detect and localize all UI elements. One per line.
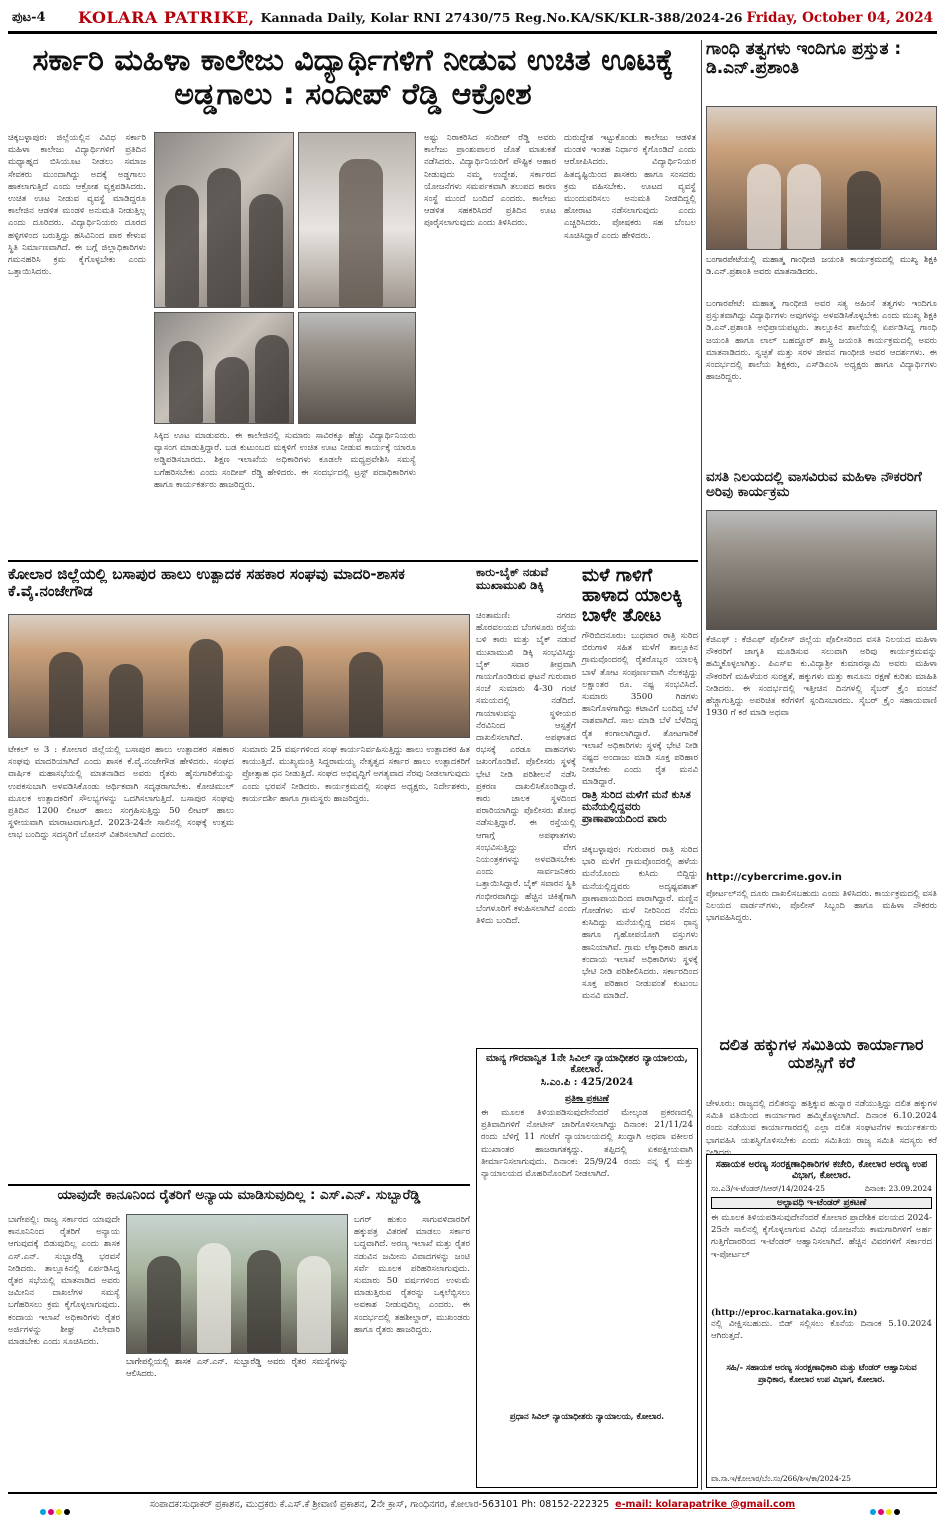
notice-forest-ref-row [711,1184,932,1194]
notice-forest-ref: ಸಂ.ಎ3/ಇ-ಟೆಂಡರ್/ಸಿಆರ್/14/2024-25 [711,1184,825,1193]
notice-court-body: ಈ ಮೂಲಕ ತಿಳಿಯಪಡಿಸುವುದೇನೆಂದರೆ ಮೇಲ್ಕಂಡ ಪ್ರಕರಣದಲ್ಲಿ ಪ್ರತಿವಾದಿಗಳಿಗೆ ನೋಟೀಸ್ ಜಾರಿಗೊಳಿಸಲಾಗಿದ್ದು ದಿನಾಂಕ: 21/11/24 ರಂದು ಬೆಳಿಗ್ಗೆ 11 ಗಂಟೆಗೆ ನ್ಯಾಯಾಲಯದಲ್ಲಿ ಖುದ್ದಾಗಿ ಅಥವಾ ವಕೀಲರ ಮುಖಾಂತರ ಹಾಜರಾಗತಕ್ಕದ್ದು. ತಪ್ಪಿದಲ್ಲಿ ಏಕಪಕ್ಷೀಯವಾಗಿ ತೀರ್ಮಾನಿಸಲಾಗುವುದು. ದಿನಾಂಕ: 25/9/24 ರಂದು ನನ್ನ ಕೈ ಮತ್ತು ನ್ಯಾಯಾಲಯದ ಮೊಹರಿನೊಂದಿಗೆ ನೀಡಲಾಗಿದೆ. [481,1108,693,1180]
story-dairy-col1: ಟೇಕಲ್ ಅ 3 : ಕೋಲಾರ ಜಿಲ್ಲೆಯಲ್ಲಿ ಬಸಾಪುರ ಹಾಲು ಉತ್ಪಾದಕರ ಸಹಕಾರ ಸಂಘವು ಮಾದರಿಯಾಗಿದೆ ಎಂದು ಶಾಸಕ ಕೆ.ವೈ.ನಂಜೇಗೌಡ ಹೇಳಿದರು. ಸಂಘದ ವಾರ್ಷಿಕ ಮಹಾಸಭೆಯಲ್ಲಿ ಮಾತನಾಡಿದ ಅವರು ರೈತರು ಹೈನುಗಾರಿಕೆಯನ್ನು ಉಪಕಸುಬಾಗಿ ಅಳವಡಿಸಿಕೊಂಡು ಆರ್ಥಿಕವಾಗಿ ಸದೃಢರಾಗಬೇಕು. ಕೋಚಿಮುಲ್ ಮೂಲಕ ಉತ್ಪಾದಕರಿಗೆ ಸೌಲಭ್ಯಗಳನ್ನು ಒದಗಿಸಲಾಗುತ್ತಿದೆ. ಬಸಾಪುರ ಸಂಘವು ಪ್ರತಿದಿನ 1200 ಲೀಟರ್ ಹಾಲು ಸಂಗ್ರಹಿಸುತ್ತಿದ್ದು 50 ಲೀಟರ್ ಹಾಲು ಸ್ಥಳೀಯವಾಗಿ ಮಾರಾಟವಾಗುತ್ತಿದೆ. 2023-24ನೇ ಸಾಲಿನಲ್ಲಿ ಸಂಘಕ್ಕೆ ಉತ್ತಮ ಲಾಭ ಬಂದಿದ್ದು ಸದಸ್ಯರಿಗೆ ಬೋನಸ್ ವಿತರಿಸಲಾಗಿದೆ ಎಂದರು. [8,745,234,841]
notice-forest-subtitle: ಅಲ್ಪಾವಧಿ ಇ-ಟೆಂಡರ್ ಪ್ರಕಟಣೆ [711,1197,932,1209]
issue-date: Friday, October 04, 2024 [746,9,933,26]
footer-email[interactable]: e-mail: kolarapatrike @gmail.com [615,1498,796,1510]
story-gandhi-body: ಬಂಗಾರಪೇಟೆ: ಮಹಾತ್ಮ ಗಾಂಧೀಜಿ ಅವರ ಸತ್ಯ ಅಹಿಂಸೆ ತತ್ವಗಳು ಇಂದಿಗೂ ಪ್ರಸ್ತುತವಾಗಿದ್ದು ವಿದ್ಯಾರ್ಥಿಗಳು ಅವುಗಳನ್ನು ಅಳವಡಿಸಿಕೊಳ್ಳಬೇಕು ಎಂದು ಮುಖ್ಯ ಶಿಕ್ಷಕಿ ಡಿ.ಎನ್.ಪ್ರಶಾಂತಿ ಅಭಿಪ್ರಾಯಪಟ್ಟರು. ತಾಲ್ಲೂಕಿನ ಶಾಲೆಯಲ್ಲಿ ಏರ್ಪಡಿಸಿದ್ದ ಗಾಂಧಿ ಜಯಂತಿ ಹಾಗೂ ಲಾಲ್ ಬಹದ್ದೂರ್ ಶಾಸ್ತ್ರಿ ಜಯಂತಿ ಕಾರ್ಯಕ್ರಮದಲ್ಲಿ ಅವರು ಮಾತನಾಡಿದರು. ಸ್ವಚ್ಛತೆ ಮತ್ತು ಸರಳ ಜೀವನ ಗಾಂಧೀಜಿ ಅವರ ಆದರ್ಶಗಳು. ಈ ಸಂದರ್ಭದಲ್ಲಿ ಶಾಲೆಯ ಶಿಕ್ಷಕರು, ಎಸ್‌ಡಿಎಂಸಿ ಅಧ್ಯಕ್ಷರು ಹಾಗೂ ವಿದ್ಯಾರ್ಥಿಗಳು ಹಾಜರಿದ್ದರು. [706,299,937,383]
story-dairy-col2: ಸುಮಾರು 25 ವರ್ಷಗಳಿಂದ ಸಂಘ ಕಾರ್ಯನಿರ್ವಹಿಸುತ್ತಿದ್ದು ಹಾಲು ಉತ್ಪಾದಕರ ಹಿತ ಕಾಯುತ್ತಿದೆ. ಮುಖ್ಯಮಂತ್ರಿ ಸಿದ್ದರಾಮಯ್ಯ ನೇತೃತ್ವದ ಸರ್ಕಾರ ಹಾಲು ಉತ್ಪಾದಕರಿಗೆ ಪ್ರೋತ್ಸಾಹ ಧನ ನೀಡುತ್ತಿದೆ. ಸಂಘದ ಅಭಿವೃದ್ಧಿಗೆ ಅಗತ್ಯವಾದ ನೆರವು ನೀಡಲಾಗುವುದು ಎಂದು ಭರವಸೆ ನೀಡಿದರು. ಕಾರ್ಯಕ್ರಮದಲ್ಲಿ ಸಂಘದ ಅಧ್ಯಕ್ಷರು, ನಿರ್ದೇಶಕರು, ಕಾರ್ಯದರ್ಶಿ ಹಾಗೂ ಗ್ರಾಮಸ್ಥರು ಹಾಜರಿದ್ದರು. [242,745,470,804]
story-college-lunch-headline: ಸರ್ಕಾರಿ ಮಹಿಳಾ ಕಾಲೇಜು ವಿದ್ಯಾರ್ಥಿಗಳಿಗೆ ನೀಡುವ ಉಚಿತ ಊಟಕ್ಕೆ ಅಡ್ಡಗಾಲು : ಸಂದೀಪ್ ರೆಡ್ಡಿ ಆಕ್ರೋಶ [32,43,674,112]
newspaper-name: KOLARA PATRIKE, [78,8,255,27]
notice-forest-sign: ಸಹಿ/- ಸಹಾಯಕ ಅರಣ್ಯ ಸಂರಕ್ಷಣಾಧಿಕಾರಿ ಮತ್ತು ಟೆಂಡರ್ ಆಹ್ವಾನಿಸುವ ಪ್ರಾಧಿಕಾರ, ಕೋಲಾರ ಉಪ ವಿಭಾಗ, ಕೋಲಾರ. [726,1362,917,1384]
notice-court-sign: ಪ್ರಧಾನ ಸಿವಿಲ್ ನ್ಯಾಯಾಧೀಶರು ನ್ಯಾಯಾಲಯ, ಕೋಲಾರ. [509,1411,665,1421]
notice-court [476,1048,698,1488]
notice-court-title: ಮಾನ್ಯ ಗೌರವಾನ್ವಿತ 1ನೇ ಸಿವಿಲ್ ನ್ಯಾಯಾಧೀಶರ ನ್ಯಾಯಾಲಯ, ಕೋಲಾರ. [486,1053,688,1075]
notice-forest-tender [706,1154,937,1488]
notice-forest-date: ದಿನಾಂಕ: 23.09.2024 [864,1184,932,1193]
story-farmers-caption: ಬಾಗೇಪಲ್ಲಿಯಲ್ಲಿ ಶಾಸಕ ಎಸ್.ಎನ್. ಸುಬ್ಬಾರೆಡ್ಡಿ ಅವರು ರೈತರ ಸಮಸ್ಯೆಗಳನ್ನು ಆಲಿಸಿದರು. [126,1356,348,1378]
story-hostel-awareness [706,470,937,1024]
story-hostel-body: ಕೆಜಿಎಫ್ : ಕೆಜಿಎಫ್ ಪೊಲೀಸ್ ಜಿಲ್ಲೆಯ ಪೊಲೀಸರಿಂದ ವಸತಿ ನಿಲಯದ ಮಹಿಳಾ ನೌಕರರಿಗೆ ಜಾಗೃತಿ ಮೂಡಿಸುವ ಸಲುವಾಗಿ ಅರಿವು ಕಾರ್ಯಕ್ರಮವನ್ನು ಹಮ್ಮಿಕೊಳ್ಳಲಾಗಿತ್ತು. ಪಿಎಸ್ಐ ಕು.ವಿದ್ಯಾಶ್ರೀ ಕುಮಾರಸ್ವಾಮಿ ಅವರು ಮಹಿಳಾ ನೌಕರರಿಗೆ ಮಹಿಳೆಯರ ಸುರಕ್ಷತೆ, ಹಕ್ಕುಗಳು ಮತ್ತು ಕಾನೂನು ರಕ್ಷಣೆ ಕುರಿತು ಮಾಹಿತಿ ನೀಡಿದರು. ಈ ಸಂದರ್ಭದಲ್ಲಿ ಇತ್ತೀಚಿನ ದಿನಗಳಲ್ಲಿ ಸೈಬರ್ ಕ್ರೈಂ ವಂಚನೆ ಹೆಚ್ಚಾಗುತ್ತಿದ್ದು ಅಪರಿಚಿತ ಕರೆಗಳಿಗೆ ಸ್ಪಂದಿಸಬಾರದು. ಸೈಬರ್ ಕ್ರೈಂ ಸಹಾಯವಾಣಿ 1930 ಗೆ ಕರೆ ಮಾಡಿ ಅಥವಾ [706,635,937,719]
eproc-link[interactable]: (http://eproc.karnataka.gov.in) [711,1308,858,1318]
notice-court-subtitle: ಪ್ರತಿಕಾ ಪ್ರಕಟಣೆ [565,1094,609,1104]
story-college-lunch-col1: ಚಿಕ್ಕಬಳ್ಳಾಪುರ: ಜಿಲ್ಲೆಯಲ್ಲಿನ ವಿವಿಧ ಸರ್ಕಾರಿ ಮಹಿಳಾ ಕಾಲೇಜು ವಿದ್ಯಾರ್ಥಿಗಳಿಗೆ ಪ್ರತಿದಿನ ಮಧ್ಯಾಹ್ನದ ಬಿಸಿಯೂಟ ನೀಡಲು ಸಮಾಜ ಸೇವಕರು ಮುಂದಾಗಿದ್ದು ಅದಕ್ಕೆ ಅಡ್ಡಗಾಲು ಹಾಕಲಾಗುತ್ತಿದೆ ಎಂದು ಆಕ್ರೋಶ ವ್ಯಕ್ತಪಡಿಸಿದರು. ಉಚಿತ ಊಟ ನೀಡುವ ವ್ಯವಸ್ಥೆ ಮಾಡಿದ್ದರೂ ಕಾಲೇಜಿನ ಆಡಳಿತ ಮಂಡಳಿ ಅನುಮತಿ ನೀಡುತ್ತಿಲ್ಲ ಎಂದು ದೂರಿದರು. ವಿದ್ಯಾರ್ಥಿನಿಯರು ದೂರದ ಹಳ್ಳಿಗಳಿಂದ ಬರುತ್ತಿದ್ದು ಹಸಿವಿನಿಂದ ಪಾಠ ಕೇಳುವ ಸ್ಥಿತಿ ನಿರ್ಮಾಣವಾಗಿದೆ. ಈ ಬಗ್ಗೆ ಜಿಲ್ಲಾಧಿಕಾರಿಗಳು ಗಮನಹರಿಸಿ ಕ್ರಮ ಕೈಗೊಳ್ಳಬೇಕು ಎಂದು ಒತ್ತಾಯಿಸಿದರು. [8,133,146,278]
story-farmers-col2: ಬಗರ್ ಹುಕುಂ ಸಾಗುವಳಿದಾರರಿಗೆ ಹಕ್ಕುಪತ್ರ ವಿತರಣೆ ಮಾಡಲು ಸರ್ಕಾರ ಬದ್ಧವಾಗಿದೆ. ಅರಣ್ಯ ಇಲಾಖೆ ಮತ್ತು ರೈತರ ನಡುವಿನ ಜಮೀನು ವಿವಾದಗಳನ್ನು ಜಂಟಿ ಸರ್ವೆ ಮೂಲಕ ಪರಿಹರಿಸಲಾಗುವುದು. ಸುಮಾರು 50 ವರ್ಷಗಳಿಂದ ಉಳುಮೆ ಮಾಡುತ್ತಿರುವ ರೈತರನ್ನು ಒಕ್ಕಲೆಬ್ಬಿಸಲು ಅವಕಾಶ ನೀಡುವುದಿಲ್ಲ ಎಂದರು. ಈ ಸಂದರ್ಭದಲ್ಲಿ ತಹಶೀಲ್ದಾರ್, ಮುಖಂಡರು ಹಾಗೂ ರೈತರು ಹಾಜರಿದ್ದರು. [354,1215,470,1335]
story-college-lunch-photo-meeting [154,312,294,424]
registration-marks-left [40,1509,70,1515]
story-farmers-col1: ಬಾಗೇಪಲ್ಲಿ: ರಾಜ್ಯ ಸರ್ಕಾರದ ಯಾವುದೇ ಕಾನೂನಿನಿಂದ ರೈತರಿಗೆ ಅನ್ಯಾಯ ಆಗುವುದಕ್ಕೆ ಬಿಡುವುದಿಲ್ಲ ಎಂದು ಶಾಸಕ ಎಸ್.ಎನ್. ಸುಬ್ಬಾರೆಡ್ಡಿ ಭರವಸೆ ನೀಡಿದರು. ತಾಲ್ಲೂಕಿನಲ್ಲಿ ಏರ್ಪಡಿಸಿದ್ದ ರೈತರ ಸಭೆಯಲ್ಲಿ ಮಾತನಾಡಿದ ಅವರು ಜಮೀನಿನ ದಾಖಲೆಗಳ ಸಮಸ್ಯೆ ಬಗೆಹರಿಸಲು ಕ್ರಮ ಕೈಗೊಳ್ಳಲಾಗುವುದು. ಕಂದಾಯ ಇಲಾಖೆ ಅಧಿಕಾರಿಗಳು ರೈತರ ಅರ್ಜಿಗಳನ್ನು ಶೀಘ್ರ ವಿಲೇವಾರಿ ಮಾಡಬೇಕು ಎಂದು ಸೂಚಿಸಿದರು. [8,1215,120,1348]
newspaper-registration: Kannada Daily, Kolar RNI 27430/75 Reg.No.KA/SK/KLR-388/2024-26 [260,10,743,25]
story-gandhi-caption: ಬಂಗಾರಪೇಟೆಯಲ್ಲಿ ಮಹಾತ್ಮ ಗಾಂಧೀಜಿ ಜಯಂತಿ ಕಾರ್ಯಕ್ರಮದಲ್ಲಿ ಮುಖ್ಯ ಶಿಕ್ಷಕಿ ಡಿ.ಎನ್.ಪ್ರಶಾಂತಿ ಅವರು ಮಾತನಾಡಿದರು. [706,254,937,276]
notice-forest-title: ಸಹಾಯಕ ಅರಣ್ಯ ಸಂರಕ್ಷಣಾಧಿಕಾರಿಗಳ ಕಚೇರಿ, ಕೋಲಾರ ಅರಣ್ಯ ಉಪ ವಿಭಾಗ, ಕೋಲಾರ. [715,1159,928,1181]
story-dalit-body: ಚೇಳೂರು: ರಾಜ್ಯದಲ್ಲಿ ದಲಿತರನ್ನು ಹತ್ತಿಕ್ಕುವ ಹುನ್ನಾರ ನಡೆಯುತ್ತಿದ್ದು ದಲಿತ ಹಕ್ಕುಗಳ ಸಮಿತಿ ವತಿಯಿಂದ ಕಾರ್ಯಾಗಾರ ಹಮ್ಮಿಕೊಳ್ಳಲಾಗಿದೆ. ದಿನಾಂಕ 6.10.2024 ರಂದು ನಡೆಯುವ ಕಾರ್ಯಾಗಾರದಲ್ಲಿ ಎಲ್ಲಾ ದಲಿತ ಸಂಘಟನೆಗಳ ಕಾರ್ಯಕರ್ತರು ಭಾಗವಹಿಸಿ ಯಶಸ್ವಿಗೊಳಿಸಬೇಕು ಎಂದು ಸಮಿತಿಯ ರಾಜ್ಯ ಸಮಿತಿ ಸದಸ್ಯರು ಕರೆ ನೀಡಿದರು. [706,1099,937,1158]
story-college-lunch-photo-group [154,132,294,308]
story-farmers [8,1188,470,1488]
footer-publisher: ಸಂಪಾದಕ:ಸುಧಾಕರ್ ಪ್ರಕಾಶನ, ಮುದ್ರಕರು ಕೆ.ಎಸ್.ಕೆ ಶ್ರೀವಾಣಿ ಪ್ರಕಾಶನ, 2ನೇ ಕ್ರಾಸ್, ಗಾಂಧಿನಗರ, ಕೋಲಾರ-563101 Ph: 08152-222325 [149,1498,610,1510]
story-banana-headline: ಮಳೆ ಗಾಳಿಗೆ ಹಾಳಾದ ಯಾಲಕ್ಕಿ ಬಾಳೇ ತೋಟ [582,565,683,627]
story-college-lunch [8,40,698,570]
story-dalit-headline: ದಲಿತ ಹಕ್ಕುಗಳ ಸಮಿತಿಯ ಕಾರ್ಯಾಗಾರ ಯಶಸ್ಸಿಗೆ ಕರೆ [719,1035,924,1072]
story-gandhi-headline: ಗಾಂಧಿ ತತ್ವಗಳು ಇಂದಿಗೂ ಪ್ರಸ್ತುತ : ಡಿ.ಎನ್.ಪ್ರಶಾಂತಿ [706,39,902,79]
section-divider [8,560,698,562]
notice-forest-body2: ನಲ್ಲಿ ವೀಕ್ಷಿಸಬಹುದು. ಬಿಡ್ ಸಲ್ಲಿಸಲು ಕೊನೆಯ ದಿನಾಂಕ 5.10.2024 ಆಗಿರುತ್ತದೆ. [711,1319,932,1342]
story-house-headline: ರಾತ್ರಿ ಸುರಿದ ಮಳೆಗೆ ಮನೆ ಕುಸಿತ ಮನೆಯಲ್ಲಿದ್ದವರು ಪ್ರಾಣಾಪಾಯದಿಂದ ಪಾರು [582,789,691,825]
page-footer [8,1492,937,1514]
registration-marks-right [870,1509,900,1515]
story-dairy-headline: ಕೋಲಾರ ಜಿಲ್ಲೆಯಲ್ಲಿ ಬಸಾಪುರ ಹಾಲು ಉತ್ಪಾದಕ ಸಹಕಾರ ಸಂಘವು ಮಾದರಿ-ಶಾಸಕ ಕೆ.ವೈ.ನಂಜೇಗೌಡ [8,565,405,600]
story-farmers-headline: ಯಾವುದೇ ಕಾನೂನಿಂದ ರೈತರಿಗೆ ಅನ್ಯಾಯ ಮಾಡಿಸುವುದಿಲ್ಲ : ಎಸ್.ಎನ್. ಸುಬ್ಬಾರೆಡ್ಡಿ [57,1187,421,1203]
notice-forest-body: ಈ ಮೂಲಕ ತಿಳಿಯಪಡಿಸುವುದೇನೆಂದರೆ ಕೋಲಾರ ಪ್ರಾದೇಶಿಕ ವಲಯದ 2024-25ನೇ ಸಾಲಿನಲ್ಲಿ ಕೈಗೊಳ್ಳಲಾಗುವ ವಿವಿಧ ಯೋಜನೆಯ ಕಾಮಗಾರಿಗಳಿಗೆ ಅರ್ಹ ಗುತ್ತಿಗೆದಾರರಿಂದ ಇ-ಟೆಂಡರ್ ಆಹ್ವಾನಿಸಲಾಗಿದೆ. ಹೆಚ್ಚಿನ ವಿವರಗಳಿಗೆ ಸರ್ಕಾರದ ಇ-ಪೋರ್ಟಲ್ [711,1213,932,1260]
story-college-lunch-col2: ಸಿಕ್ಕಿದ ಊಟ ಮಾಡುವರು. ಈ ಕಾಲೇಜಿನಲ್ಲಿ ಸುಮಾರು ಸಾವಿರಕ್ಕೂ ಹೆಚ್ಚು ವಿದ್ಯಾರ್ಥಿನಿಯರು ವ್ಯಾಸಂಗ ಮಾಡುತ್ತಿದ್ದಾರೆ. ಬಡ ಕುಟುಂಬದ ಮಕ್ಕಳಿಗೆ ಉಚಿತ ಊಟ ನೀಡುವ ಕಾರ್ಯಕ್ಕೆ ಯಾರೂ ಅಡ್ಡಿಪಡಿಸಬಾರದು. ಶಿಕ್ಷಣ ಇಲಾಖೆಯ ಅಧಿಕಾರಿಗಳು ಕೂಡಲೇ ಮಧ್ಯಪ್ರವೇಶಿಸಿ ಸಮಸ್ಯೆ ಬಗೆಹರಿಸಬೇಕು ಎಂದು ಸಂದೀಪ್ ರೆಡ್ಡಿ ಹೇಳಿದರು. ಈ ಸಂದರ್ಭದಲ್ಲಿ ಟ್ರಸ್ಟ್ ಪದಾಧಿಕಾರಿಗಳು ಹಾಗೂ ಕಾರ್ಯಕರ್ತರು ಹಾಜರಿದ್ದರು. [154,431,416,490]
story-hostel-body2: ಪೋರ್ಟಲ್‌ನಲ್ಲಿ ದೂರು ದಾಖಲಿಸಬಹುದು ಎಂದು ತಿಳಿಸಿದರು. ಕಾರ್ಯಕ್ರಮದಲ್ಲಿ ವಸತಿ ನಿಲಯದ ವಾರ್ಡನ್‌ಗಳು, ಪೊಲೀಸ್ ಸಿಬ್ಬಂದಿ ಹಾಗೂ ಮಹಿಳಾ ನೌಕರರು ಭಾಗವಹಿಸಿದ್ದರು. [706,889,937,924]
story-gandhi [706,40,937,458]
story-accident-headline: ಕಾರು-ಬೈಕ್ ನಡುವೆ ಮುಖಾಮುಖಿ ಡಿಕ್ಕಿ [476,565,549,592]
story-college-lunch-col4: ದುರುದ್ದೇಶ ಇಟ್ಟುಕೊಂಡು ಕಾಲೇಜು ಆಡಳಿತ ಮಂಡಳಿ ಇಂತಹ ನಿರ್ಧಾರ ಕೈಗೊಂಡಿದೆ ಎಂದು ಆರೋಪಿಸಿದರು. ವಿದ್ಯಾರ್ಥಿನಿಯರ ಹಿತದೃಷ್ಟಿಯಿಂದ ಶಾಸಕರು ಹಾಗೂ ಸಂಸದರು ಕ್ರಮ ವಹಿಸಬೇಕು. ಊಟದ ವ್ಯವಸ್ಥೆ ಮುಂದುವರಿಸಲು ಅನುಮತಿ ನೀಡದಿದ್ದಲ್ಲಿ ಹೋರಾಟ ನಡೆಸಲಾಗುವುದು ಎಂದು ಎಚ್ಚರಿಸಿದರು. ಪೋಷಕರು ಸಹ ಬೆಂಬಲ ಸೂಚಿಸಿದ್ದಾರೆ ಎಂದು ಹೇಳಿದರು. [564,133,696,241]
story-house-body: ಚಿಕ್ಕಬಳ್ಳಾಪುರ: ಗುರುವಾರ ರಾತ್ರಿ ಸುರಿದ ಭಾರಿ ಮಳೆಗೆ ಗ್ರಾಮವೊಂದರಲ್ಲಿ ಹಳೆಯ ಮನೆಯೊಂದು ಕುಸಿದು ಬಿದ್ದಿದ್ದು ಮನೆಯಲ್ಲಿದ್ದವರು ಅದೃಷ್ಟವಶಾತ್ ಪ್ರಾಣಾಪಾಯದಿಂದ ಪಾರಾಗಿದ್ದಾರೆ. ಮಣ್ಣಿನ ಗೋಡೆಗಳು ಮಳೆ ನೀರಿನಿಂದ ನೆನೆದು ಕುಸಿದಿದ್ದು ಮನೆಯಲ್ಲಿದ್ದ ದವಸ ಧಾನ್ಯ ಹಾಗೂ ಗೃಹೋಪಯೋಗಿ ವಸ್ತುಗಳು ಹಾನಿಯಾಗಿವೆ. ಗ್ರಾಮ ಲೆಕ್ಕಾಧಿಕಾರಿ ಹಾಗೂ ಕಂದಾಯ ಇಲಾಖೆ ಅಧಿಕಾರಿಗಳು ಸ್ಥಳಕ್ಕೆ ಭೇಟಿ ನೀಡಿ ಪರಿಶೀಲಿಸಿದರು. ಸರ್ಕಾರದಿಂದ ಸೂಕ್ತ ಪರಿಹಾರ ನೀಡುವಂತೆ ಕುಟುಂಬ ಮನವಿ ಮಾಡಿದೆ. [582,845,698,1002]
section-divider-2 [8,1184,470,1186]
story-college-lunch-col3: ಅಷ್ಟು ನಿರಾಕರಿಸಿದ ಸಂದೀಪ್ ರೆಡ್ಡಿ ಅವರು ಕಾಲೇಜು ಪ್ರಾಂಶುಪಾಲರ ಜೊತೆ ಮಾತುಕತೆ ನಡೆಸಿದರು. ವಿದ್ಯಾರ್ಥಿನಿಯರಿಗೆ ಪೌಷ್ಟಿಕ ಆಹಾರ ನೀಡುವುದು ನಮ್ಮ ಉದ್ದೇಶ. ಸರ್ಕಾರದ ಯೋಜನೆಗಳು ಸಮರ್ಪಕವಾಗಿ ತಲುಪದ ಕಾರಣ ಸಂಸ್ಥೆ ಮುಂದೆ ಬಂದಿದೆ ಎಂದರು. ಕಾಲೇಜು ಆಡಳಿತ ಸಹಕರಿಸಿದರೆ ಪ್ರತಿದಿನ ಊಟ ಪೂರೈಸಲಾಗುವುದು ಎಂದು ತಿಳಿಸಿದರು. [424,133,556,229]
notice-court-case: ಸಿ.ಎಂ.ಪಿ : 425/2024 [540,1077,634,1088]
story-gandhi-photo [706,106,937,250]
story-hostel-photo [706,510,937,630]
story-hostel-headline: ವಸತಿ ನಿಲಯದಲ್ಲಿ ವಾಸವಿರುವ ಮಹಿಳಾ ನೌಕರರಿಗೆ ಅರಿವು ಕಾರ್ಯಕ್ರಮ [706,469,922,501]
story-college-lunch-photo-leader [298,132,416,308]
story-college-lunch-photo-students [298,312,416,424]
column-divider [701,40,702,1490]
cybercrime-link[interactable]: http://cybercrime.gov.in [706,872,842,883]
story-banana-crop-body [478,565,698,788]
story-banana-body: ಗೌರಿಬಿದನೂರು: ಬುಧವಾರ ರಾತ್ರಿ ಸುರಿದ ಬಿರುಗಾಳಿ ಸಹಿತ ಮಳೆಗೆ ತಾಲ್ಲೂಕಿನ ಗ್ರಾಮವೊಂದರಲ್ಲಿ ರೈತರೊಬ್ಬರ ಯಾಲಕ್ಕಿ ಬಾಳೆ ತೋಟ ಸಂಪೂರ್ಣವಾಗಿ ನೆಲಕಚ್ಚಿದ್ದು ಲಕ್ಷಾಂತರ ರೂ. ನಷ್ಟ ಸಂಭವಿಸಿದೆ. ಸುಮಾರು 3500 ಗಿಡಗಳು ಹಾನಿಗೊಳಗಾಗಿದ್ದು ಕಟಾವಿಗೆ ಬಂದಿದ್ದ ಬೆಳೆ ನಾಶವಾಗಿದೆ. ಸಾಲ ಮಾಡಿ ಬೆಳೆ ಬೆಳೆದಿದ್ದ ರೈತ ಕಂಗಾಲಾಗಿದ್ದಾರೆ. ತೋಟಗಾರಿಕೆ ಇಲಾಖೆ ಅಧಿಕಾರಿಗಳು ಸ್ಥಳಕ್ಕೆ ಭೇಟಿ ನೀಡಿ ನಷ್ಟದ ಅಂದಾಜು ಮಾಡಿ ಸೂಕ್ತ ಪರಿಹಾರ ನೀಡಬೇಕು ಎಂದು ರೈತ ಮನವಿ ಮಾಡಿದ್ದಾರೆ. [582,631,698,788]
page-number: ಪುಟ-4 [12,10,46,25]
masthead [8,4,937,34]
story-dalit-workshop [706,1035,937,1158]
story-accident-body: ಚಿಂತಾಮಣಿ: ನಗರದ ಹೊರವಲಯದ ಬೆಂಗಳೂರು ರಸ್ತೆಯ ಬಳಿ ಕಾರು ಮತ್ತು ಬೈಕ್ ನಡುವೆ ಮುಖಾಮುಖಿ ಡಿಕ್ಕಿ ಸಂಭವಿಸಿದ್ದು ಬೈಕ್ ಸವಾರ ತೀವ್ರವಾಗಿ ಗಾಯಗೊಂಡಿರುವ ಘಟನೆ ಗುರುವಾರ ಸಂಜೆ ಸುಮಾರು 4-30 ಗಂಟೆ ಸಮಯದಲ್ಲಿ ನಡೆದಿದೆ. ಗಾಯಾಳುವನ್ನು ಸ್ಥಳೀಯರ ನೆರವಿನಿಂದ ಆಸ್ಪತ್ರೆಗೆ ದಾಖಲಿಸಲಾಗಿದೆ. ಅಪಘಾತದ ರಭಸಕ್ಕೆ ಎರಡೂ ವಾಹನಗಳು ಜಖಂಗೊಂಡಿವೆ. ಪೊಲೀಸರು ಸ್ಥಳಕ್ಕೆ ಭೇಟಿ ನೀಡಿ ಪರಿಶೀಲನೆ ನಡೆಸಿ ಪ್ರಕರಣ ದಾಖಲಿಸಿಕೊಂಡಿದ್ದಾರೆ. ಕಾರು ಚಾಲಕ ಸ್ಥಳದಿಂದ ಪರಾರಿಯಾಗಿದ್ದು ಪೊಲೀಸರು ಶೋಧ ನಡೆಸುತ್ತಿದ್ದಾರೆ. ಈ ರಸ್ತೆಯಲ್ಲಿ ಆಗಾಗ್ಗೆ ಅಪಘಾತಗಳು ಸಂಭವಿಸುತ್ತಿದ್ದು ವೇಗ ನಿಯಂತ್ರಕಗಳನ್ನು ಅಳವಡಿಸಬೇಕು ಎಂದು ಸಾರ್ವಜನಿಕರು ಒತ್ತಾಯಿಸಿದ್ದಾರೆ. ಬೈಕ್ ಸವಾರನ ಸ್ಥಿತಿ ಗಂಭೀರವಾಗಿದ್ದು ಹೆಚ್ಚಿನ ಚಿಕಿತ್ಸೆಗಾಗಿ ಬೆಂಗಳೂರಿಗೆ ಕಳುಹಿಸಲಾಗಿದೆ ಎಂದು ತಿಳಿದು ಬಂದಿದೆ. [476,611,576,927]
notice-forest-footer: ವಾ.ಸಾ.ಇ/ಕೋಲಾರ/ಬೆಂ.ಸಂ/266/ಶಿಇ/ಕಾ/2024-25 [711,1473,851,1483]
story-farmers-photo [126,1214,348,1354]
story-dairy [8,566,470,1180]
story-house-collapse [582,790,698,1040]
story-dairy-photo [8,614,470,738]
